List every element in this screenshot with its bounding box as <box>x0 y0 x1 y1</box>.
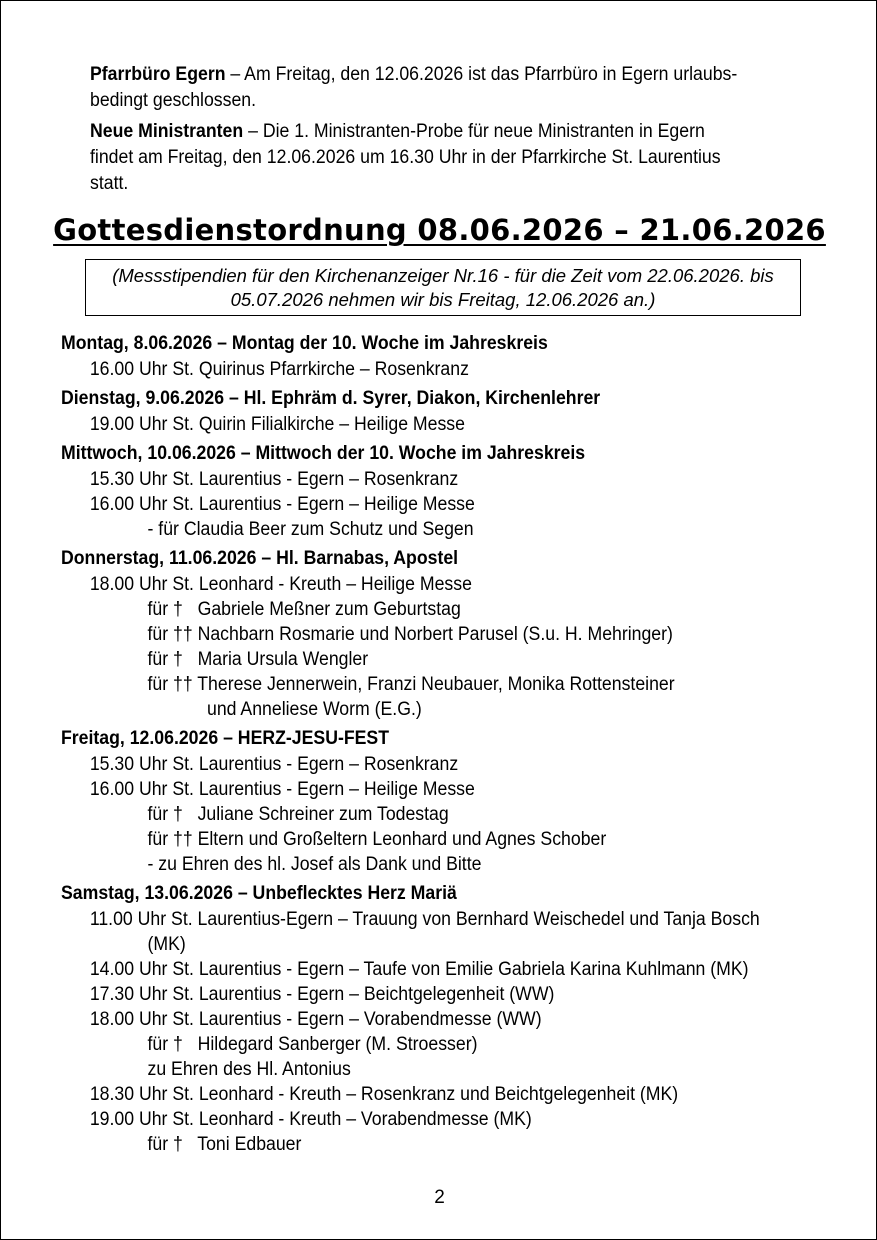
service-entry: 19.00 Uhr St. Leonhard - Kreuth – Vorabendmesse (MK) <box>89 1109 532 1130</box>
intention-line: für †† Therese Jennerwein, Franzi Neubauer, Monika Rottensteiner <box>147 674 675 695</box>
page-number: 2 <box>434 1187 445 1208</box>
day-header: Dienstag, 9.06.2026 – Hl. Ephräm d. Syrer, Diakon, Kirchenlehrer <box>61 388 601 409</box>
day-block <box>61 726 805 877</box>
service-entry: 14.00 Uhr St. Laurentius - Egern – Taufe von Emilie Gabriela Karina Kuhlmann (MK) <box>89 959 749 980</box>
intention-line: für † Maria Ursula Wengler <box>147 649 369 670</box>
intention-line: für †† Eltern und Großeltern Leonhard und Agnes Schober <box>147 829 607 850</box>
intention-line: und Anneliese Worm (E.G.) <box>207 699 422 720</box>
stipend-note-text: (Messstipendien für den Kirchenanzeiger Nr.16 - für die Zeit vom 22.06.2026. bis 05.07.2026 nehmen wir bis Freitag, 12.06.2026 an.) <box>112 264 774 310</box>
service-entry: 18.30 Uhr St. Leonhard - Kreuth – Rosenkranz und Beichtgelegenheit (MK) <box>89 1084 679 1105</box>
intention-line: für † Toni Edbauer <box>147 1134 302 1155</box>
notice-pfarrbuero <box>90 62 741 114</box>
service-entry: 19.00 Uhr St. Quirin Filialkirche – Heilige Messe <box>89 414 465 435</box>
service-entry: 15.30 Uhr St. Laurentius - Egern – Rosenkranz <box>89 469 459 490</box>
day-header: Mittwoch, 10.06.2026 – Mittwoch der 10. Woche im Jahreskreis <box>61 443 586 464</box>
page-title: Gottesdienstordnung 08.06.2026 – 21.06.2026 <box>53 213 826 247</box>
notice-title: Pfarrbüro Egern <box>90 64 226 85</box>
service-entry: 17.30 Uhr St. Laurentius - Egern – Beichtgelegenheit (WW) <box>89 984 555 1005</box>
notice-title: Neue Ministranten <box>90 121 244 142</box>
day-block <box>61 441 805 542</box>
stipend-note-box <box>85 259 801 316</box>
day-block <box>61 331 805 382</box>
intention-line: - zu Ehren des hl. Josef als Dank und Bitte <box>147 854 482 875</box>
day-header: Samstag, 13.06.2026 – Unbeflecktes Herz Mariä <box>61 883 457 904</box>
intention-line: für †† Nachbarn Rosmarie und Norbert Parusel (S.u. H. Mehringer) <box>147 624 673 645</box>
notice-text: – Die 1. Ministranten-Probe für neue Ministranten in Egern findet am Freitag, den 12.06.2026 um 16.30 Uhr in der Pfarrkirche St. Laurentius statt. <box>90 121 721 194</box>
service-entry: 11.00 Uhr St. Laurentius-Egern – Trauung von Bernhard Weischedel und Tanja Bosch <box>89 909 760 930</box>
day-block <box>61 546 805 722</box>
intention-line: für † Juliane Schreiner zum Todestag <box>147 804 449 825</box>
intention-line: für † Hildegard Sanberger (M. Stroesser) <box>147 1034 478 1055</box>
day-block <box>61 386 805 437</box>
day-block <box>61 881 805 1157</box>
service-entry: 16.00 Uhr St. Laurentius - Egern – Heilige Messe <box>89 779 475 800</box>
service-entry: 15.30 Uhr St. Laurentius - Egern – Rosenkranz <box>89 754 459 775</box>
intention-line: - für Claudia Beer zum Schutz und Segen <box>147 519 474 540</box>
service-entry: 18.00 Uhr St. Leonhard - Kreuth – Heilige Messe <box>89 574 472 595</box>
intention-line: zu Ehren des Hl. Antonius <box>147 1059 351 1080</box>
service-schedule <box>61 331 805 1161</box>
service-entry: 16.00 Uhr St. Quirinus Pfarrkirche – Rosenkranz <box>89 359 469 380</box>
intention-line: für † Gabriele Meßner zum Geburtstag <box>147 599 461 620</box>
day-header: Donnerstag, 11.06.2026 – Hl. Barnabas, Apostel <box>61 548 459 569</box>
intention-line: (MK) <box>147 934 186 955</box>
service-entry: 16.00 Uhr St. Laurentius - Egern – Heilige Messe <box>89 494 475 515</box>
day-header: Freitag, 12.06.2026 – HERZ-JESU-FEST <box>61 728 389 749</box>
service-entry: 18.00 Uhr St. Laurentius - Egern – Vorabendmesse (WW) <box>89 1009 542 1030</box>
notice-text: – Am Freitag, den 12.06.2026 ist das Pfarrbüro in Egern urlaubs-bedingt geschlossen. <box>90 64 738 111</box>
day-header: Montag, 8.06.2026 – Montag der 10. Woche im Jahreskreis <box>61 333 548 354</box>
notice-ministranten <box>90 119 741 197</box>
